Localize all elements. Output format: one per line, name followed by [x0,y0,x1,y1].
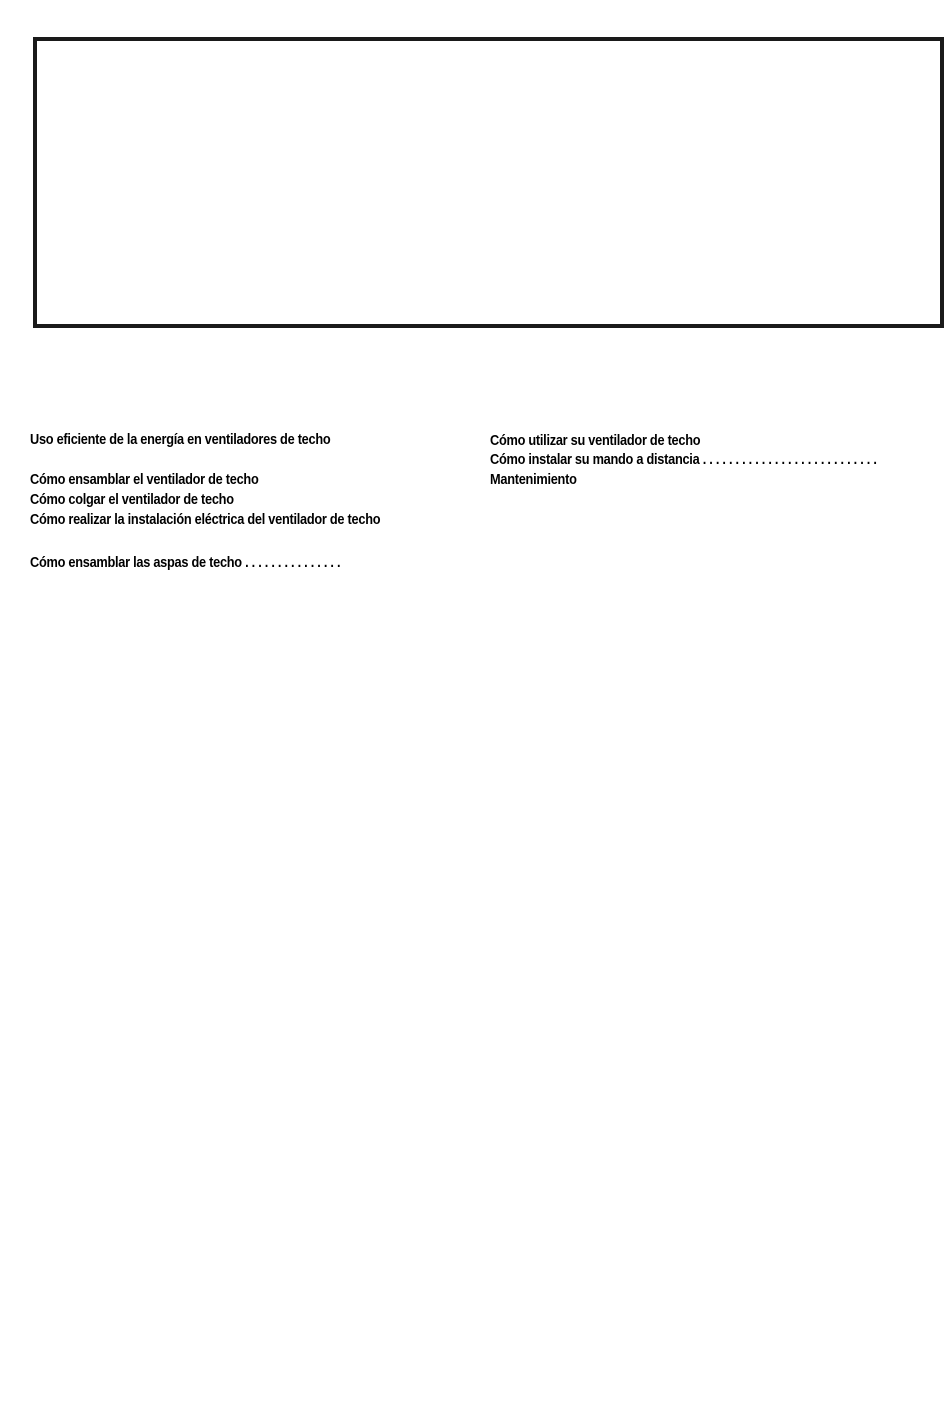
toc-item-assemble-fan[interactable]: Cómo ensamblar el ventilador de techo [30,472,259,488]
toc-item-use-fan[interactable]: Cómo utilizar su ventilador de techo [490,433,701,449]
toc-item-hang-fan[interactable]: Cómo colgar el ventilador de techo [30,492,234,508]
toc-item-assemble-blades[interactable]: Cómo ensamblar las aspas de techo . . . . . . . . . . . . . . . [30,555,341,571]
toc-item-maintenance[interactable]: Mantenimiento [490,472,577,488]
toc-item-energy-efficiency[interactable]: Uso eficiente de la energía en ventiladores de techo [30,432,331,448]
cover-image-frame [33,37,944,328]
toc-item-wiring[interactable]: Cómo realizar la instalación eléctrica del ventilador de techo [30,512,381,528]
toc-item-remote-control[interactable]: Cómo instalar su mando a distancia . . . . . . . . . . . . . . . . . . . . . . . . . . . [490,452,877,468]
